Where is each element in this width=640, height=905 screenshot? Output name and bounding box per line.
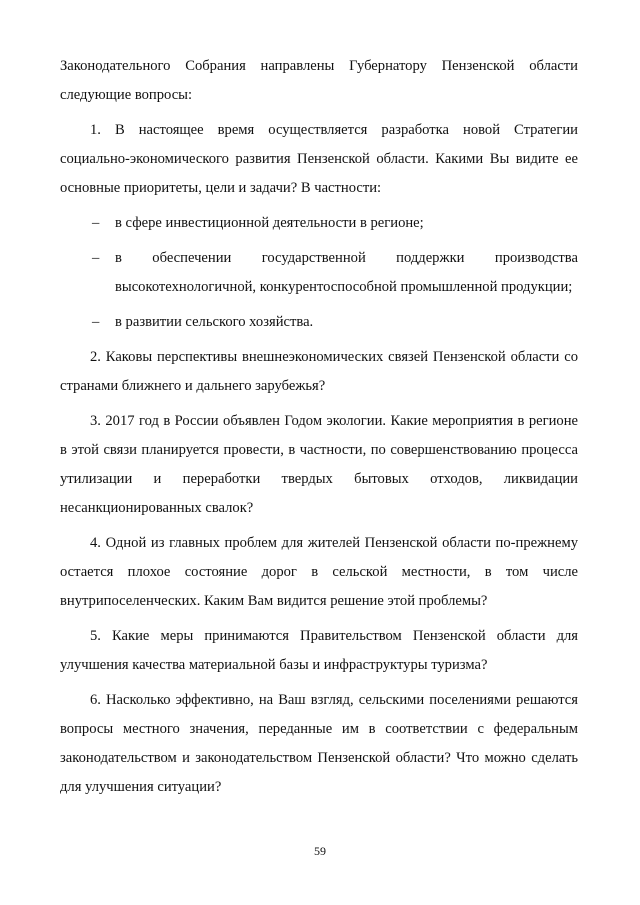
question-3: 3. 2017 год в России объявлен Годом экологии. Какие мероприятия в регионе в этой связи планируется провести, в частности, по совершенствованию процесса утилизации и переработки твердых бытовых отходов, ликвидации несанкционированных свалок?: [60, 413, 578, 516]
intro-paragraph: Законодательного Собрания направлены Губернатору Пензенской области следующие вопросы:: [60, 58, 578, 103]
bullet-text: в сфере инвестиционной деятельности в регионе;: [115, 215, 424, 231]
document-body: [60, 52, 578, 808]
question-2: 2. Каковы перспективы внешнеэкономических связей Пензенской области со странами ближнего и дальнего зарубежья?: [60, 349, 578, 394]
bullet-text: в обеспечении государственной поддержки производства высокотехнологичной, конкурентоспособной промышленной продукции;: [115, 250, 578, 295]
page-number: 59: [314, 844, 326, 858]
bullet-item: [60, 209, 578, 238]
bullet-text: в развитии сельского хозяйства.: [115, 314, 314, 330]
question-5: 5. Какие меры принимаются Правительством Пензенской области для улучшения качества материальной базы и инфраструктуры туризма?: [60, 628, 578, 673]
bullet-list: [60, 209, 578, 337]
question-4: 4. Одной из главных проблем для жителей Пензенской области по-прежнему остается плохое состояние дорог в сельской местности, в том числе внутрипоселенческих. Каким Вам видится решение этой проблемы?: [60, 535, 578, 609]
question-1: 1. В настоящее время осуществляется разработка новой Стратегии социально-экономического развития Пензенской области. Какими Вы видите ее основные приоритеты, цели и задачи? В частности:: [60, 122, 578, 196]
question-6: 6. Насколько эффективно, на Ваш взгляд, сельскими поселениями решаются вопросы местного значения, переданные им в соответствии с федеральным законодательством и законодательством Пензенской области? Что можно сделать для улучшения ситуации?: [60, 692, 578, 795]
dash-mark: –: [92, 250, 100, 266]
dash-mark: –: [92, 314, 100, 330]
bullet-item: [60, 244, 578, 302]
bullet-item: [60, 308, 578, 337]
dash-mark: –: [92, 215, 100, 231]
